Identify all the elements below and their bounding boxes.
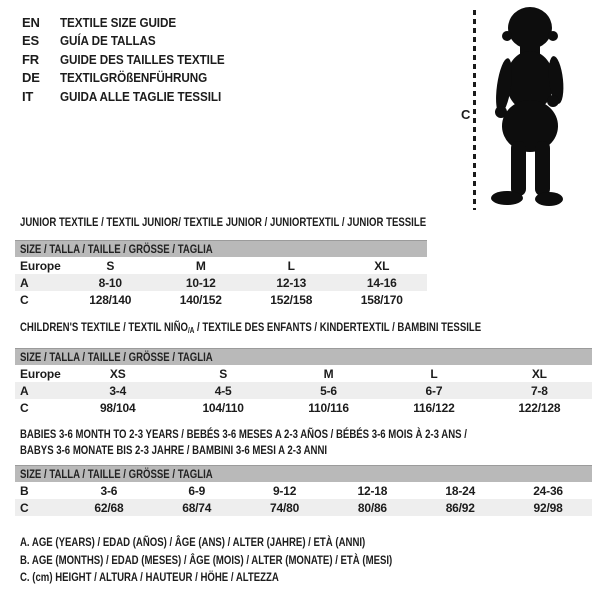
babies-table-title-line1 (20, 426, 592, 442)
cell: XS (109, 366, 126, 381)
size-header-label: SIZE / TALLA / TAILLE / GRÖSSE / TAGLIA (20, 467, 213, 481)
language-label: GUIDE DES TAILLES TEXTILE (60, 51, 225, 67)
cell: 24-36 (533, 483, 563, 498)
cell: 92/98 (533, 500, 563, 515)
cell: 98/104 (99, 400, 136, 415)
language-label: TEXTILE SIZE GUIDE (60, 14, 177, 30)
cell: 68/74 (182, 500, 212, 515)
babies-size-table (15, 426, 592, 516)
language-row (22, 50, 243, 69)
table-row (15, 399, 592, 416)
table-row (15, 482, 592, 499)
cell: 86/92 (445, 500, 475, 515)
cell: 7-8 (530, 383, 548, 398)
size-header-bar (15, 240, 427, 257)
children-table-title-text (20, 321, 481, 337)
row-label: C (20, 400, 29, 415)
language-row (22, 32, 243, 51)
footnote-a (20, 534, 485, 552)
language-list (22, 13, 243, 106)
cell: S (106, 258, 115, 273)
cell: 9-12 (272, 483, 297, 498)
size-header-label: SIZE / TALLA / TAILLE / GRÖSSE / TAGLIA (20, 242, 213, 256)
cell: M (323, 366, 334, 381)
table-row (15, 382, 592, 399)
table-row (15, 291, 427, 308)
cell: 4-5 (214, 383, 232, 398)
cell: L (430, 366, 438, 381)
table-row (15, 257, 427, 274)
language-label: GUÍA DE TALLAS (60, 33, 156, 49)
row-label: A (20, 275, 29, 290)
children-title-post: / TEXTILE DES ENFANTS / KINDERTEXTIL / BAMBINI TESSILE (194, 320, 482, 334)
language-code: ES (22, 33, 39, 49)
language-code: DE (22, 70, 40, 86)
footnote-b-text: B. AGE (MONTHS) / EDAD (MESES) / ÂGE (MOIS) / ALTER (MONATE) / ETÀ (MESI) (20, 552, 393, 567)
babies-table-title-line1-text: BABIES 3-6 MONTH TO 2-3 YEARS / BEBÉS 3-6 MESES A 2-3 AÑOS / BÉBÉS 3-6 MOIS À 2-3 ANS / (20, 427, 467, 441)
baby-silhouette-icon (483, 6, 573, 208)
junior-table-title (20, 216, 427, 229)
children-title-pre: CHILDREN'S TEXTILE / TEXTIL NIÑO (20, 320, 188, 334)
cell: 80/86 (357, 500, 387, 515)
footnote-c (20, 569, 485, 587)
cell: 152/158 (270, 292, 313, 307)
cell: M (195, 258, 206, 273)
footnote-b (20, 552, 485, 570)
table-row (15, 365, 592, 382)
cell: 10-12 (185, 275, 216, 290)
language-code: IT (22, 88, 34, 104)
cell: 116/122 (413, 400, 455, 415)
footnotes (20, 534, 485, 587)
row-label: C (20, 292, 29, 307)
language-code: FR (22, 51, 39, 67)
cell: 74/80 (270, 500, 300, 515)
language-row (22, 13, 243, 32)
cell: 14-16 (366, 275, 397, 290)
language-code: EN (22, 14, 40, 30)
height-measure-label: C (461, 107, 471, 122)
size-header-bar (15, 465, 592, 482)
cell: 8-10 (98, 275, 122, 290)
junior-table-title-text: JUNIOR TEXTILE / TEXTIL JUNIOR/ TEXTILE JUNIOR / JUNIORTEXTIL / JUNIOR TESSILE (20, 215, 427, 229)
cell: 3-6 (100, 483, 118, 498)
size-header-bar (15, 348, 592, 365)
language-label: TEXTILGRÖßENFÜHRUNG (60, 70, 208, 86)
table-row (15, 499, 592, 516)
cell: 128/140 (89, 292, 132, 307)
table-row (15, 274, 427, 291)
cell: 12-18 (357, 483, 388, 498)
cell: 12-13 (276, 275, 307, 290)
junior-size-table (15, 216, 427, 308)
row-label: C (20, 500, 29, 515)
cell: XL (531, 366, 547, 381)
height-dashed-line (473, 10, 476, 210)
cell: 122/128 (518, 400, 561, 415)
cell: 104/110 (202, 400, 244, 415)
language-label: GUIDA ALLE TAGLIE TESSILI (60, 88, 222, 104)
babies-table-title-line2-text: BABYS 3-6 MONATE BIS 2-3 JAHRE / BAMBINI 3-6 MESI A 2-3 ANNI (20, 443, 328, 457)
cell: S (219, 366, 228, 381)
row-label: B (20, 483, 29, 498)
language-row (22, 69, 243, 88)
language-row (22, 87, 243, 106)
cell: 6-9 (188, 483, 206, 498)
cell: 158/170 (360, 292, 403, 307)
row-label: A (20, 383, 29, 398)
cell: 18-24 (445, 483, 476, 498)
children-title-sub: /A (187, 326, 195, 335)
cell: 140/152 (179, 292, 222, 307)
footnote-c-text: C. (cm) HEIGHT / ALTURA / HAUTEUR / HÖHE / ALTEZZA (20, 570, 279, 584)
children-size-table (15, 321, 592, 416)
children-table-title (20, 321, 592, 337)
row-label: Europe (20, 366, 61, 381)
row-label: Europe (20, 258, 61, 273)
cell: 110/116 (308, 400, 349, 415)
cell: 5-6 (320, 383, 337, 398)
babies-table-title-line2 (20, 442, 592, 458)
cell: XL (374, 258, 390, 273)
size-header-label: SIZE / TALLA / TAILLE / GRÖSSE / TAGLIA (20, 350, 213, 364)
cell: L (287, 258, 295, 273)
cell: 62/68 (94, 500, 124, 515)
cell: 3-4 (109, 383, 127, 398)
cell: 6-7 (425, 383, 443, 398)
footnote-a-text: A. AGE (YEARS) / EDAD (AÑOS) / ÂGE (ANS) / ALTER (JAHRE) / ETÀ (ANNI) (20, 535, 366, 549)
